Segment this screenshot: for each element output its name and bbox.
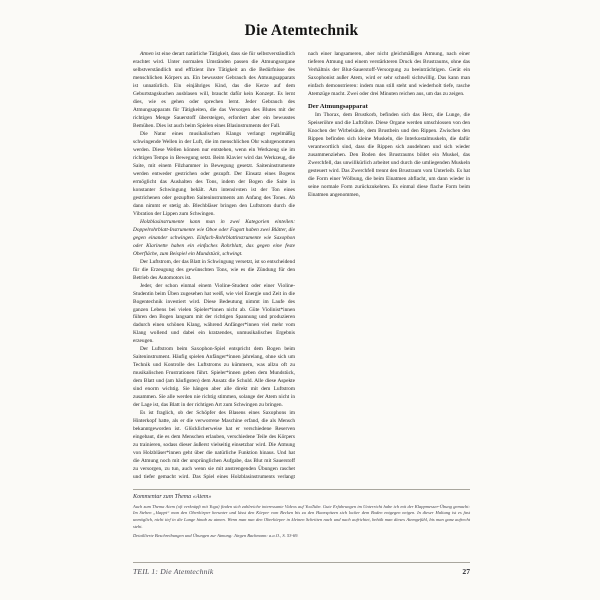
page-footer <box>133 567 470 576</box>
commentary-box <box>133 493 470 540</box>
two-column-body <box>133 51 470 488</box>
paragraph-text: ist eine derart natürliche Tätigkeit, dass sie für selbstverständlich erachtet wird. Unter normalen Umständen passen die Atmungsorgane selbstverständlich und effizient ihre Tätigkeit an die Bedürfnisse des menschlichen Körpers an. Ein bewusster Gebrauch des Atmungsapparats ist unnatürlich. Ein einjähriges Kind, das die Kerze auf dem Geburtstagskuchen ausblasen will, braucht dafür kein Konzept. Es lernt dies, wie es gehen oder sprechen lernt. Jeder Gebrauch des Atmungsapparats für Tätigkeiten, die das Versorgen des Blutes mit der richtigen Menge Sauerstoff übersteigen, erfordert aber ein bewusstes Bemühen. Dies ist auch beim Spielen eines Blasinstruments der Fall. <box>133 51 295 129</box>
paragraph-left-3-italic: Holzblasinstrumente kann man in zwei Kategorien einteilen: Doppelrohrblatt-Instrumente wie Oboe oder Fagott haben zwei Blätter, die gegen einander schwingen. Einfach-Rohrblattinstrumente wie Saxophon oder Klarinette haben ein einfaches Rohrblatt, das gegen eine feste Oberfläche, zum Beispiel ein Mundstück, schwingt. <box>133 218 295 257</box>
footer-section-label: TEIL 1: Die Atemtechnik <box>133 567 214 576</box>
commentary-body: Auch zum Thema Atem (oft verknüpft mit Yoga) finden sich zahlreiche interessante Videos auf YouTube. Gute Erfahrungen im Unterricht habe ich mit der Klappmesser-Übung gemacht: Im Stehen „klappt“ man den Oberkörper herunter und lässt den Körper vom Becken bis zu den Haarspitzen sich locker dem Boden entgegen neigen. In dieser Haltung ist es fast unmöglich, nicht tief in die Lunge hinab zu atmen. Wenn man nun den Oberkörper in kleinen Schritten nach und nach aufrichtet, behält man dieses Atemgefühl, bis man ganz aufrecht steht. <box>133 503 470 529</box>
paragraph-left-5: Jeder, der schon einmal einem Violine-Student oder einer Violine-Studentin beim Üben zugesehen hat weiß, wie viel Energie und Zeit in die Bogentechnik investiert wird. Diese Bedeutung nimmt im Laufe des ganzen Lebens bei vielen Spieler*innen nicht ab. Güte Violinist*innen führen den Bogen langsam mit der richtigen Spannung und produzieren dadurch einen schönen Klang, während Anfänger*innen viel mehr vom Klang wollend und dabei ein kratzendes, unmusikalisches Ergebnis erzeugen. <box>133 282 295 345</box>
page-number: 27 <box>462 567 470 576</box>
paragraph-right-3: Im Thorax, dem Brustkorb, befinden sich das Herz, die Lunge, die Speiseröhre und die Luftröhre. Diese Organe werden umschlossen von den Knochen der Wirbelsäule, dem Brustbein und den Rippen. Zwischen den Rippen befinden sich kleine Muskeln, die Interkostalmuskeln, die dafür verantwortlich sind, dass die Rippen sich ausdehnen und sich wieder zusammenziehen. Den Boden des Brustraums bildet ein Muskel, das Zwerchfell, das unwillkürlich arbeitet und durch die umliegenden Muskeln gesteuert wird. Das Zwerchfell trennt den Brustraum vom Unterleib. Es hat die Form einer Wölbung, die beim Einatmen abflacht, um dann wieder in seine normale Form zurückzukehren. Es einmal diese flache Form beim Einatmen angenommen, <box>308 112 470 199</box>
page-content <box>133 22 470 488</box>
paragraph-left-2: Die Natur eines musikalischen Klangs verlangt regelmäßig schwingende Wellen in der Luft, die im menschlichen Ohr wahrgenommen werden. Diese Wellen können nur entstehen, wenn ein Werkzeug sie im richtigen Tempo in Bewegung setzt. Beim Klavier wird das Werkzeug, die Saite, mit einem Filzhammer in Bewegung gesetzt. Saiteninstrumente werden entweder gestrichen oder gezupft. Der Einsatz eines Bogens ermöglicht das Aushalten des Tons, indem der Bogen die Saite in konstanter Schwingung behält. Am intensivsten ist der Ton eines gestrichenen oder gezupften Saiteninstruments am Anfang des Tones. Ab dann nimmt er stetig ab. Blechbläser bringen den Luftstrom durch die Vibration der Lippen zum Schwingen. <box>133 130 295 217</box>
paragraph-right-2: Es ist fraglich, ob der Schöpfer des Blasens eines Saxophons im Hinterkopf hatte, als er die verworrene Maschine erfand, die als Mensch bekanntgeworden ist. Glücklicherweise hat er verschiedene Reserven eingebaut, die es dem Menschen erlauben, verschiedene Teile des Körpers zu trainieren, sodass dieser äußerst vielseitig einsetzbar wird. Die Atmung von Holzbläser*innen geht über die natürliche Funktion hinaus. Und hat die Atmung noch mit der ursprünglichen Aufgabe, das Blut mit Sauerstoff zu versorgen, zu tun, auch wenn sie mit anstrengenden Übungen raschet und tiefer gemacht wird. Das Spiel eines Holzblasinstruments verlangt nach einer langsameren, aber nicht gleichmäßigen Atmung, nach einer tieferen Atmung und einem verstärkteren Druck des Brustraums, ohne das Verhältnis der Blut-Sauerstoff-Versorgung zu beeinträchtigen. Gerät ein Saxophonist außer Atem, wird er sehr schnell sichtwillig. Das kann man einfach demonstrieren: indem man still steht und wiederholt tiefe, rasche Atemzüge macht. Zwei oder drei Minuten reichen aus, um das zu zeigen. <box>133 51 470 481</box>
footer-divider <box>133 562 470 563</box>
commentary-title: Kommentar zum Thema «Atem» <box>133 494 212 500</box>
section-heading-atmungsapparat: Der Atmungsapparat <box>308 102 368 110</box>
paragraph-right-1: Der Luftstrom beim Saxophon-Spiel entspricht dem Bogen beim Saiteninstrument. Häufig spielen Anfänger*innen jahrelang, ohne sich um Technik und Kontrolle des Luftstroms zu kümmern, was allzu oft zu musikalischen Frustrationen führt. Spieler*innen geben dem Mundstück, dem Blatt und (am häufigsten) dem Ansatz die Schuld. Alle diese Aspekte sind enorm wichtig. Sie hängen aber alle direkt mit dem Luftstrom zusammen. Sie alle werden nie richtig stimmen, solange der Atem nicht in der Lage ist, das Blatt in der richtigen Art zum Schwingen zu bringen. <box>133 346 295 409</box>
commentary-divider-top <box>133 489 470 490</box>
lead-italic-word: Atmen <box>140 51 154 57</box>
commentary-source: Detaillierte Beschreibungen und Übungen zur Atmung: Jürgen Bachmann: a.a.O., S. 53-69. <box>133 532 299 538</box>
paragraph-left-4: Der Luftstrom, der das Blatt in Schwingung versetzt, ist so entscheidend für die Erzeugung des gewünschten Tons, wie es die Zündung für den Betrieb des Automotors ist. <box>133 258 295 281</box>
page-title: Die Atemtechnik <box>244 22 359 39</box>
paragraph-left-1 <box>133 51 295 131</box>
